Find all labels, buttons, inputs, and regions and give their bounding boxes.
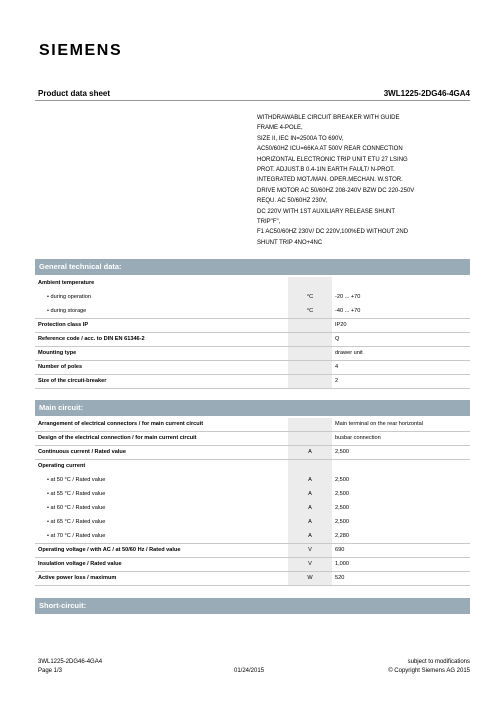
table-row [35,502,470,516]
description-line: HORIZONTAL ELECTRONIC TRIP UNIT ETU 27 LSING [257,156,408,163]
row-value: 520 [335,575,345,581]
description-line: DRIVE MOTOR AC 50/60HZ 208-240V BZW DC 220-250V [257,187,415,194]
footer-date: 01/24/2015 [234,667,265,674]
row-unit-cell [288,530,332,543]
description-line: FRAME 4-POLE, [257,125,303,132]
table-row [35,530,470,544]
row-unit: V [308,547,312,553]
row-label: Arrangement of electrical connectors / for main current circuit [38,421,204,427]
row-unit-cell [288,460,332,474]
table-row [35,277,470,291]
row-label: Protection class IP [38,322,89,328]
doc-type: Product data sheet [38,89,111,98]
row-label: • at 60 °C / Rated value [47,505,106,511]
row-label: Continuous current / Rated value [38,449,126,455]
row-value: -20 ... +70 [335,294,361,300]
row-label: Operating voltage / with AC / at 50/60 Hz / Rated value [38,547,181,553]
row-unit-cell [288,446,332,459]
table-row [35,558,470,572]
description-line: WITHDRAWABLE CIRCUIT BREAKER WITH GUIDE [257,115,400,121]
row-unit-cell [288,347,332,360]
table-row [35,347,470,361]
description-line: REQU. AC 50/60HZ 230V, [257,198,328,205]
row-value: 2,280 [335,533,349,539]
row-label: • during operation [47,294,91,300]
row-unit-cell [288,502,332,516]
row-unit: °C [306,308,314,314]
row-label: • at 50 °C / Rated value [47,477,106,483]
product-description [257,113,472,248]
table-row [35,516,470,530]
row-unit: °C [306,294,314,300]
row-label: Number of poles [38,364,83,370]
title-bar [35,89,470,101]
row-label: Size of the circuit-breaker [38,378,107,384]
row-value: 2,500 [335,505,349,511]
table-row [35,418,470,432]
description-line: SIZE II, IEC IN=2500A TO 690V, [257,135,344,142]
row-label: • at 65 °C / Rated value [47,519,106,525]
row-label: Active power loss / maximum [38,575,117,581]
row-label: Mounting type [38,350,77,356]
main-table [35,418,470,586]
row-label: Operating current [38,463,86,469]
row-unit: A [308,533,312,539]
row-unit-cell [288,544,332,557]
description-line: PROT. ADJUST.B 0.4-1IN EARTH FAULT/ N-PROT. [257,167,395,174]
row-value: Q [335,336,340,342]
row-unit-cell [288,432,332,445]
row-value: 2 [335,378,339,384]
row-value: 2,500 [335,477,349,483]
row-value: -40 ... +70 [335,308,361,314]
row-unit-cell [288,516,332,530]
row-label: • at 55 °C / Rated value [47,491,106,497]
row-unit-cell [288,361,332,374]
table-row [35,361,470,375]
section-general-header: General technical data: [35,259,470,275]
row-unit-cell [288,277,332,291]
footer-right [388,658,470,675]
footer-left [38,658,102,675]
row-label: • at 70 °C / Rated value [47,533,106,539]
description-line: INTEGRATED MOT./MAN. OPER.MECHAN. W.STOR. [257,177,403,184]
description-line: SHUNT TRIP 4NO+4NC [257,239,323,246]
row-unit-cell [288,572,332,585]
row-unit-cell [288,474,332,488]
row-value: Main terminal on the rear horizontal [335,421,423,427]
row-label: Design of the electrical connection / for main current circuit [38,435,197,441]
row-value: 2,500 [335,449,349,455]
row-unit-cell [288,375,332,388]
row-unit-cell [288,291,332,305]
footer-copyright: © Copyright Siemens AG 2015 [388,667,470,674]
footer-notice: subject to modifications [407,659,470,665]
row-value: busbar connection [335,435,381,441]
description-line: AC50/60HZ ICU=66KA AT 500V REAR CONNECTION [257,146,403,153]
table-row [35,319,470,333]
footer-code: 3WL1225-2DG46-4GA4 [38,659,103,665]
table-row [35,544,470,558]
row-value: 690 [335,547,345,553]
description-line: TRIP"F", [257,219,281,226]
row-value: IP20 [335,322,347,328]
table-row [35,460,470,474]
row-value: drawer unit [335,350,363,356]
table-row [35,446,470,460]
row-unit-cell [288,418,332,431]
description-line: F1 AC50/60HZ 230V/ DC 220V,100%ED WITHOUT 2ND [257,229,409,236]
table-row [35,333,470,347]
table-row [35,474,470,488]
row-unit-cell [288,488,332,502]
section-short-circuit-header: Short-circuit: [35,598,470,614]
row-unit-cell [288,558,332,571]
product-code: 3WL1225-2DG46-4GA4 [383,89,470,98]
row-unit-cell [288,333,332,346]
row-value: 2,500 [335,491,349,497]
description-line: DC 220V WITH 1ST AUXILIARY RELEASE SHUNT [257,208,396,215]
row-unit: V [308,561,312,567]
row-unit-cell [288,319,332,332]
row-unit: A [308,477,312,483]
row-value: 4 [335,364,339,370]
row-value: 1,000 [335,561,349,567]
row-unit-cell [288,305,332,318]
table-row [35,305,470,319]
section-main-header: Main circuit: [35,400,470,416]
table-row [35,488,470,502]
footer-page: Page 1/3 [38,667,63,674]
row-value: 2,500 [335,519,349,525]
row-unit: A [308,491,312,497]
row-label: Insulation voltage / Rated value [38,561,122,567]
row-label: • during storage [47,308,87,314]
row-unit: A [308,519,312,525]
row-unit: A [308,505,312,511]
table-row [35,291,470,305]
siemens-logo: SIEMENS [39,42,123,59]
table-row [35,572,470,586]
row-label: Reference code / acc. to DIN EN 61346-2 [38,336,145,342]
row-unit: A [308,449,312,455]
row-unit: W [307,575,313,581]
table-row [35,432,470,446]
row-label: Ambient temperature [38,280,95,286]
table-row [35,375,470,389]
general-table [35,277,470,389]
